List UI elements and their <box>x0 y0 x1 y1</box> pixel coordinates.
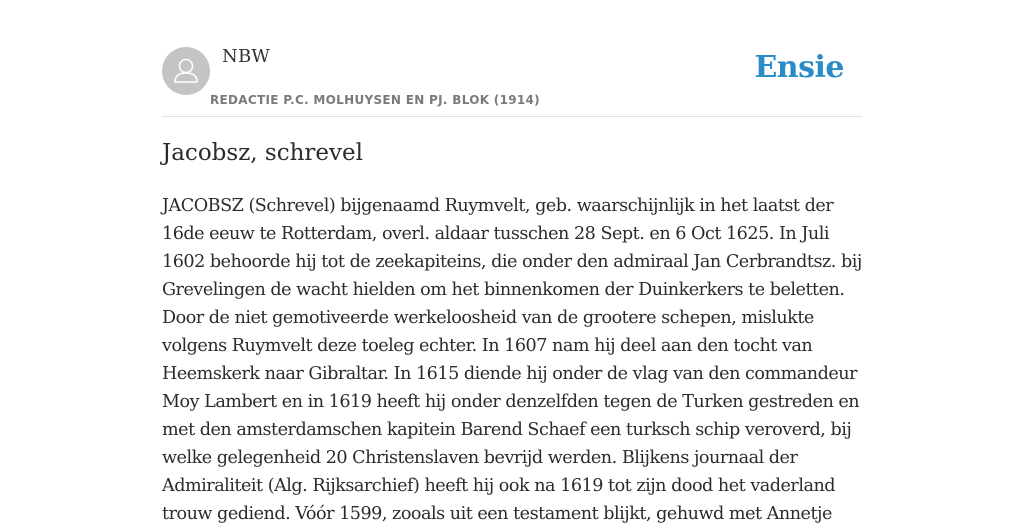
brand-logo[interactable]: Ensie <box>754 50 844 85</box>
author-name[interactable]: NBW <box>222 46 271 67</box>
header <box>162 0 862 117</box>
page <box>162 0 862 524</box>
article-title: Jacobsz, schrevel <box>162 140 363 166</box>
user-icon <box>162 47 210 95</box>
source-subtitle: REDACTIE P.C. MOLHUYSEN EN PJ. BLOK (1914) <box>210 93 540 107</box>
author-avatar[interactable] <box>162 47 210 95</box>
article-body: JACOBSZ (Schrevel) bijgenaamd Ruymvelt, geb. waarschijnlijk in het laatst der 16de eeuw te Rotterdam, overl. aldaar tusschen 28 Sept. en 6 Oct 1625. In Juli 1602 behoorde hij tot de zeekapiteins, die onder den admiraal Jan Cerbrandtsz. bij Grevelingen de wacht hielden om het binnenkomen der Duinkerkers te beletten. Door de niet gemotiveerde werkeloosheid van de grootere schepen, mislukte volgens Ruymvelt deze toeleg echter. In 1607 nam hij deel aan den tocht van Heemskerk naar Gibraltar. In 1615 diende hij onder de vlag van den commandeur Moy Lambert en in 1619 heeft hij onder denzelfden tegen de Turken gestreden en met den amsterdamschen kapitein Barend Schaef een turksch schip veroverd, bij welke gelegenheid 20 Christenslaven bevrijd werden. Blijkens journaal der Admiraliteit (Alg. Rijksarchief) heeft hij ook na 1619 tot zijn dood het vaderland trouw gediend. Vóór 1599, zooals uit een testament blijkt, gehuwd met Annetje <box>162 196 862 524</box>
